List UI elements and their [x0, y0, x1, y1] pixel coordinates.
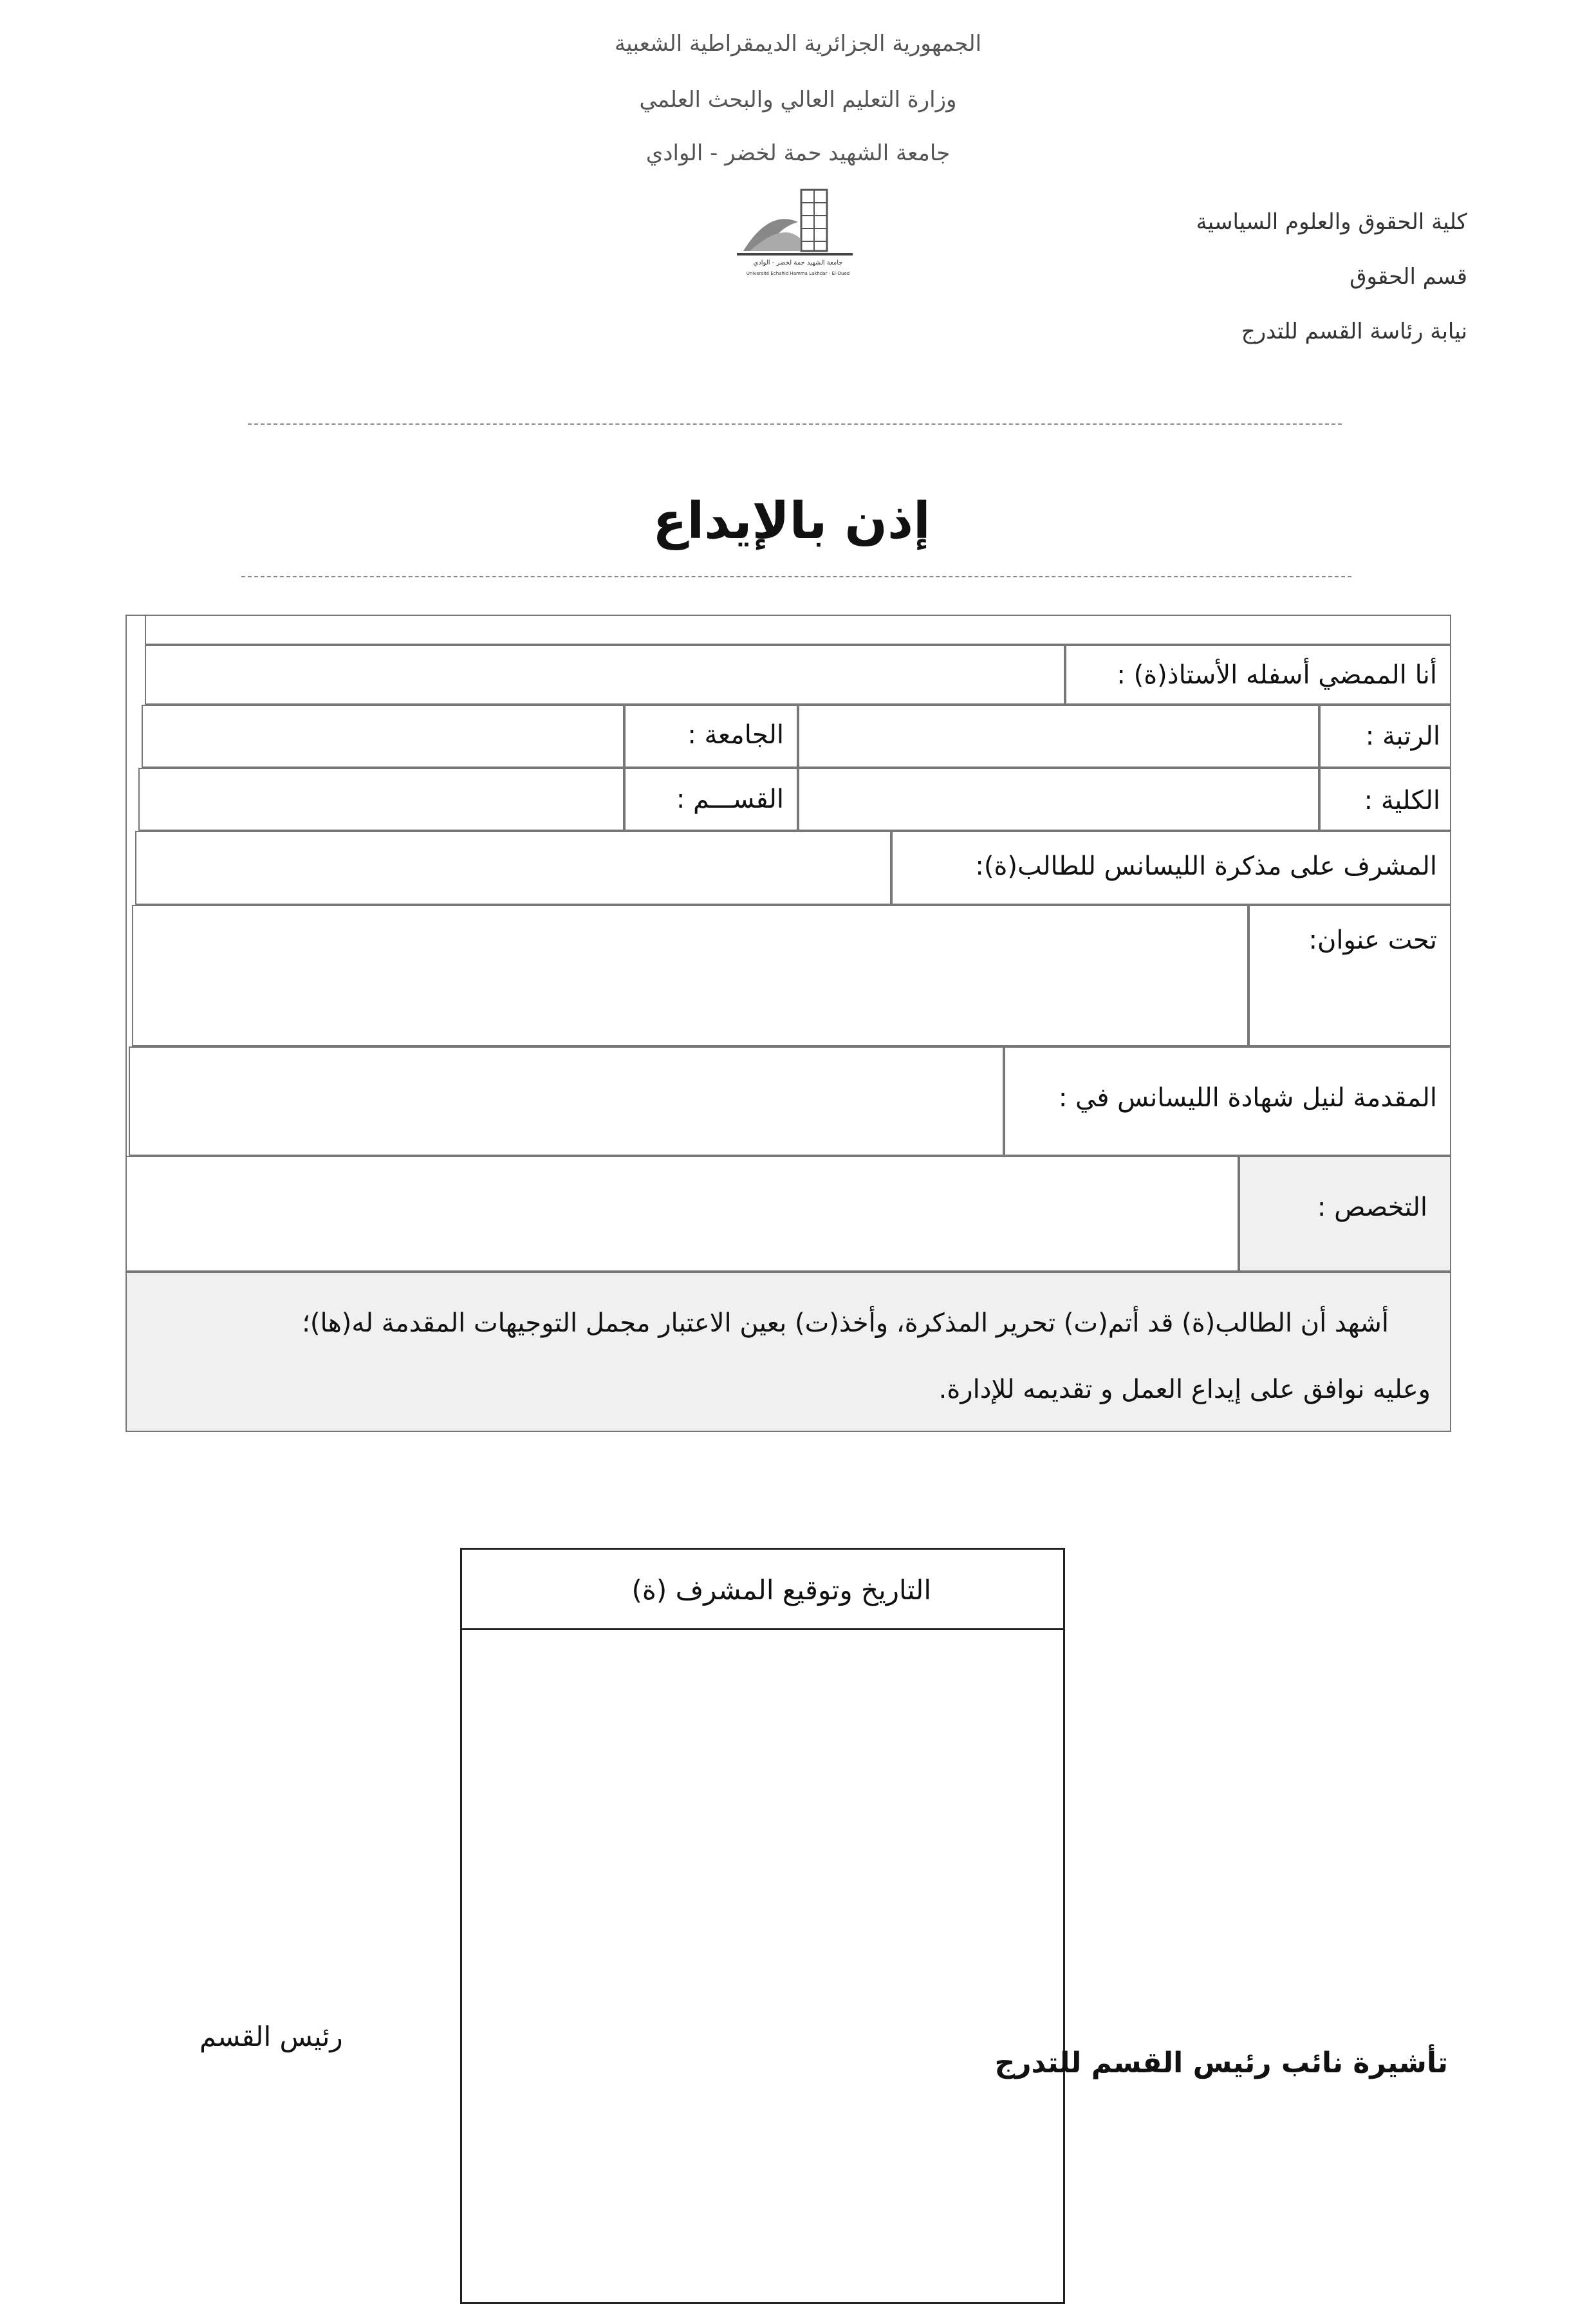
- attestation-cell: [125, 1272, 1451, 1432]
- logo-caption-ar: جامعة الشهيد حمة لخضر - الوادي: [753, 259, 843, 266]
- attestation-line-1: أشهد أن الطالب(ة) قد أتم(ت) تحرير المذكرة، وأخذ(ت) بعين الاعتبار مجمل التوجيهات المقدمة له(ها)؛: [302, 1308, 1389, 1338]
- specialty-label: التخصص :: [1317, 1193, 1427, 1222]
- thesis-title-label: تحت عنوان:: [1308, 925, 1437, 955]
- thesis-title-label-cell: [1248, 905, 1451, 1046]
- professor-input[interactable]: [145, 645, 1065, 705]
- section-name: قسم الحقوق: [1350, 264, 1467, 290]
- header-divider: [248, 423, 1342, 425]
- university-label-cell: [624, 705, 798, 768]
- section-label: القســـم :: [676, 785, 784, 814]
- university-label: الجامعة :: [687, 720, 784, 750]
- title-divider: [241, 576, 1351, 577]
- specialty-input[interactable]: [125, 1156, 1239, 1272]
- logo-caption-fr: Université Echahid Hamma Lakhdar - El-Oued: [746, 271, 850, 276]
- deputy-visa-label: تأشيرة نائب رئيس القسم للتدرج: [994, 2047, 1448, 2079]
- supervisor-input[interactable]: [135, 831, 891, 905]
- page-title: إذن بالإيداع: [653, 492, 931, 550]
- section-input[interactable]: [138, 768, 624, 831]
- form-top-strip: [145, 615, 1451, 645]
- university-input[interactable]: [142, 705, 624, 768]
- supervisor-label-cell: [891, 831, 1451, 905]
- university-logo: [730, 183, 866, 296]
- degree-label: المقدمة لنيل شهادة الليسانس في :: [1058, 1083, 1437, 1113]
- republic-heading: الجمهورية الجزائرية الديمقراطية الشعبية: [614, 31, 982, 57]
- faculty-label: الكلية :: [1364, 786, 1440, 815]
- supervisor-label: المشرف على مذكرة الليسانس للطالب(ة):: [975, 851, 1437, 881]
- supervisor-signature-box[interactable]: [460, 1548, 1065, 2304]
- rank-label-cell: [1319, 705, 1451, 768]
- signature-box-label: التاريخ وتوقيع المشرف (ة): [631, 1574, 931, 1606]
- university-logo-icon: [730, 183, 866, 296]
- degree-input[interactable]: [129, 1046, 1004, 1156]
- faculty-label-cell: [1319, 768, 1451, 831]
- faculty-name: كلية الحقوق والعلوم السياسية: [1196, 209, 1467, 235]
- section-label-cell: [624, 768, 798, 831]
- thesis-title-input[interactable]: [132, 905, 1248, 1046]
- department-head-label: رئيس القسم: [200, 2021, 343, 2052]
- professor-label-cell: [1065, 645, 1451, 705]
- degree-label-cell: [1004, 1046, 1451, 1156]
- ministry-heading: وزارة التعليم العالي والبحث العلمي: [639, 87, 957, 113]
- professor-label: أنا الممضي أسفله الأستاذ(ة) :: [1117, 660, 1437, 690]
- office-name: نيابة رئاسة القسم للتدرج: [1241, 319, 1467, 344]
- university-heading: جامعة الشهيد حمة لخضر - الوادي: [645, 140, 951, 166]
- deposit-form: [125, 615, 1451, 1432]
- signature-box-header: [462, 1550, 1063, 1630]
- attestation-line-2: وعليه نوافق على إيداع العمل و تقديمه للإدارة.: [938, 1375, 1431, 1404]
- specialty-label-cell: [1239, 1156, 1451, 1272]
- rank-label: الرتبة :: [1365, 721, 1440, 751]
- rank-input[interactable]: [798, 705, 1319, 768]
- faculty-input[interactable]: [798, 768, 1319, 831]
